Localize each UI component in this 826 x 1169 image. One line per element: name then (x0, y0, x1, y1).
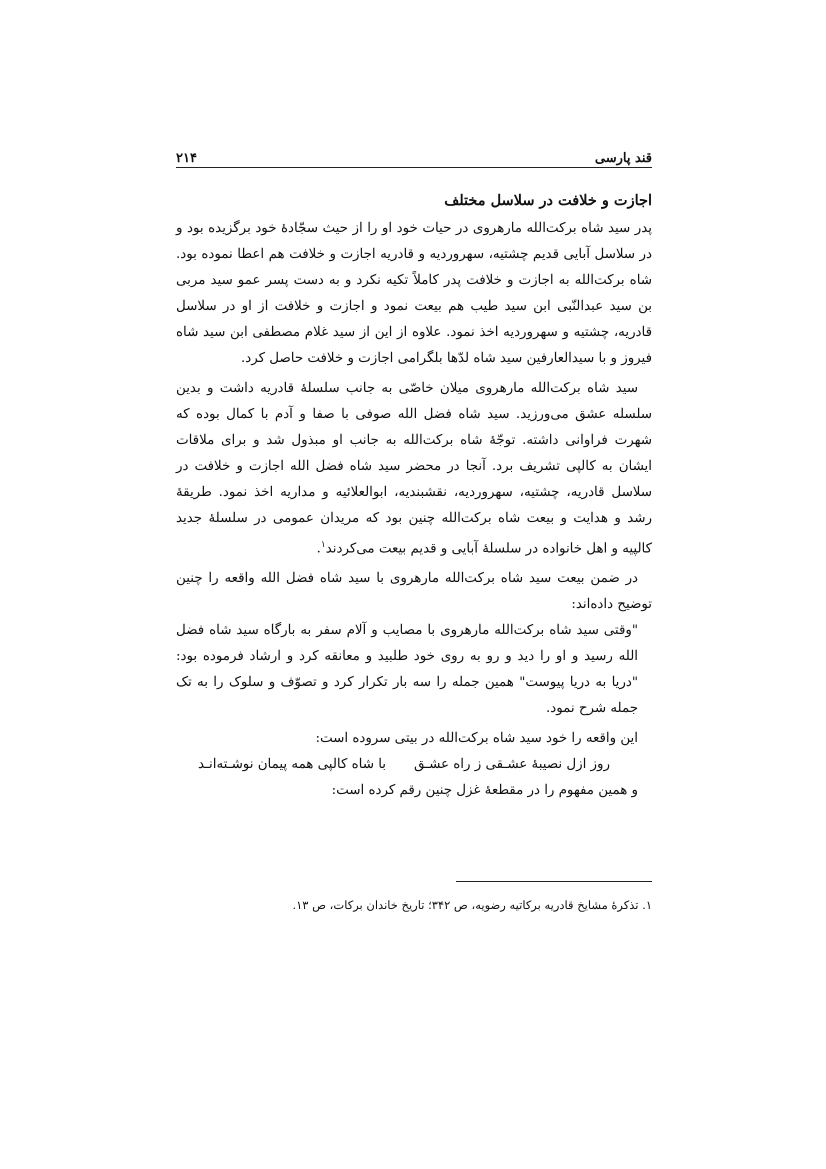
main-text (176, 190, 652, 804)
footnote-rule (456, 881, 652, 882)
footnote-reference[interactable]: ۱ (320, 540, 326, 550)
paragraph-1: پدر سید شاه برکت‌الله مارهروی در حیات خود او را از حیث سجّادهٔ خود برگزیده بود و در سلاسل آبایی قدیم چشتیه، سهروردیه و قادریه اجازت و خلافت هم اعطا نموده بود. شاه برکت‌الله به اجازت و خلافت پدر کاملاً تکیه نکرد و به دست پسر عمو سید مربی بن سید عبدالنّبی ابن سید طیب هم بیعت نمود و اجازت و خلافت از او در سلاسل قادریه، چشتیه و سهروردیه اخذ نمود. علاوه از این از سید غلام مصطفی ابن سید شاه فیروز و با سیدالعارفین سید شاه لدّها بلگرامی اجازت و خلافت حاصل کرد. (176, 221, 652, 366)
closing-line: و همین مفهوم را در مقطعهٔ غزل چنین رقم کرده است: (331, 783, 638, 799)
verse (176, 752, 632, 778)
running-head (176, 146, 652, 166)
page-number: ۲۱۴ (176, 151, 197, 166)
paragraph-3: در ضمن بیعت سید شاه برکت‌الله مارهروی با سید شاه فضل الله واقعه را چنین توضیح داده‌اند: (176, 571, 652, 613)
section-title: اجازت و خلافت در سلاسل مختلف (444, 192, 652, 209)
paragraph-2-text: سید شاه برکت‌الله مارهروی میلان خاصّی به جانب سلسلهٔ قادریه داشت و بدین سلسله عشق می‌ورزید. سید شاه فضل الله صوفی با صفا و آدم با کمال بوده که شهرت فراوانی داشته. توجّهٔ شاه برکت‌الله به جانب او مبذول شد و برای ملاقات ایشان به کالپی تشریف برد. آنجا در محضر سید شاه فضل الله اجازت و خلافت در سلاسل قادریه، چشتیه، سهروردیه، نقشبندیه، ابوالعلائیه و مداریه اخذ نمود. طریقهٔ رشد و هدایت و بیعت شاه برکت‌الله چنین بود که مریدان عمومی در سلسلهٔ جدید کالپیه و اهل خانواده در سلسلهٔ آبایی و قدیم بیعت می‌کردند (176, 381, 652, 557)
quote-text: "وقتی سید شاه برکت‌الله مارهروی با مصایب و آلام سفر به بارگاه سید شاه فضل الله رسید و او را دید و رو به روی خود طلبید و معانقه کرد و ارشاد فرموده بود: "دریا به دریا پیوست" همین جمله را سه بار تکرار کرد و تصوّف و سلوک را به تک جمله شرح نمود. (176, 623, 638, 717)
closing-block (176, 778, 638, 804)
footnote: ۱. تذکرهٔ مشایخ قادریه برکاتیه رضویه، ص ۳۴۲؛ تاریخ خاندان برکات، ص ۱۳. (292, 898, 652, 912)
quoted-passage (176, 618, 638, 752)
running-title: قند پارسی (594, 151, 652, 166)
verse-intro: این واقعه را خود سید شاه برکت‌الله در بیتی سروده است: (315, 731, 638, 747)
header-rule (176, 167, 652, 168)
paragraph-2: سید شاه برکت‌الله مارهروی میلان خاصّی به جانب سلسلهٔ قادریه داشت و بدین سلسله عشق می‌ورزید. سید شاه فضل الله صوفی با صفا و آدم با کمال بوده که شهرت فراوانی داشته. توجّهٔ شاه برکت‌الله به جانب او مبذول شد و برای ملاقات ایشان به کالپی تشریف برد. آنجا در محضر سید شاه فضل الله اجازت و خلافت در سلاسل قادریه، چشتیه، سهروردیه، نقشبندیه، ابوالعلائیه و مداریه اخذ نمود. طریقهٔ رشد و هدایت و بیعت شاه برکت‌الله چنین بود که مریدان عمومی در سلسلهٔ جدید کالپیه و اهل خانواده در سلسلهٔ آبایی و قدیم بیعت می‌کردند$^۱$. (176, 381, 652, 557)
verse-hemistich-2: با شاه کالپی همه پیمان نوشـته‌انـد (198, 757, 386, 773)
verse-hemistich-1: روز ازل نصیبهٔ عشـقی ز راه عشـق (414, 757, 610, 773)
